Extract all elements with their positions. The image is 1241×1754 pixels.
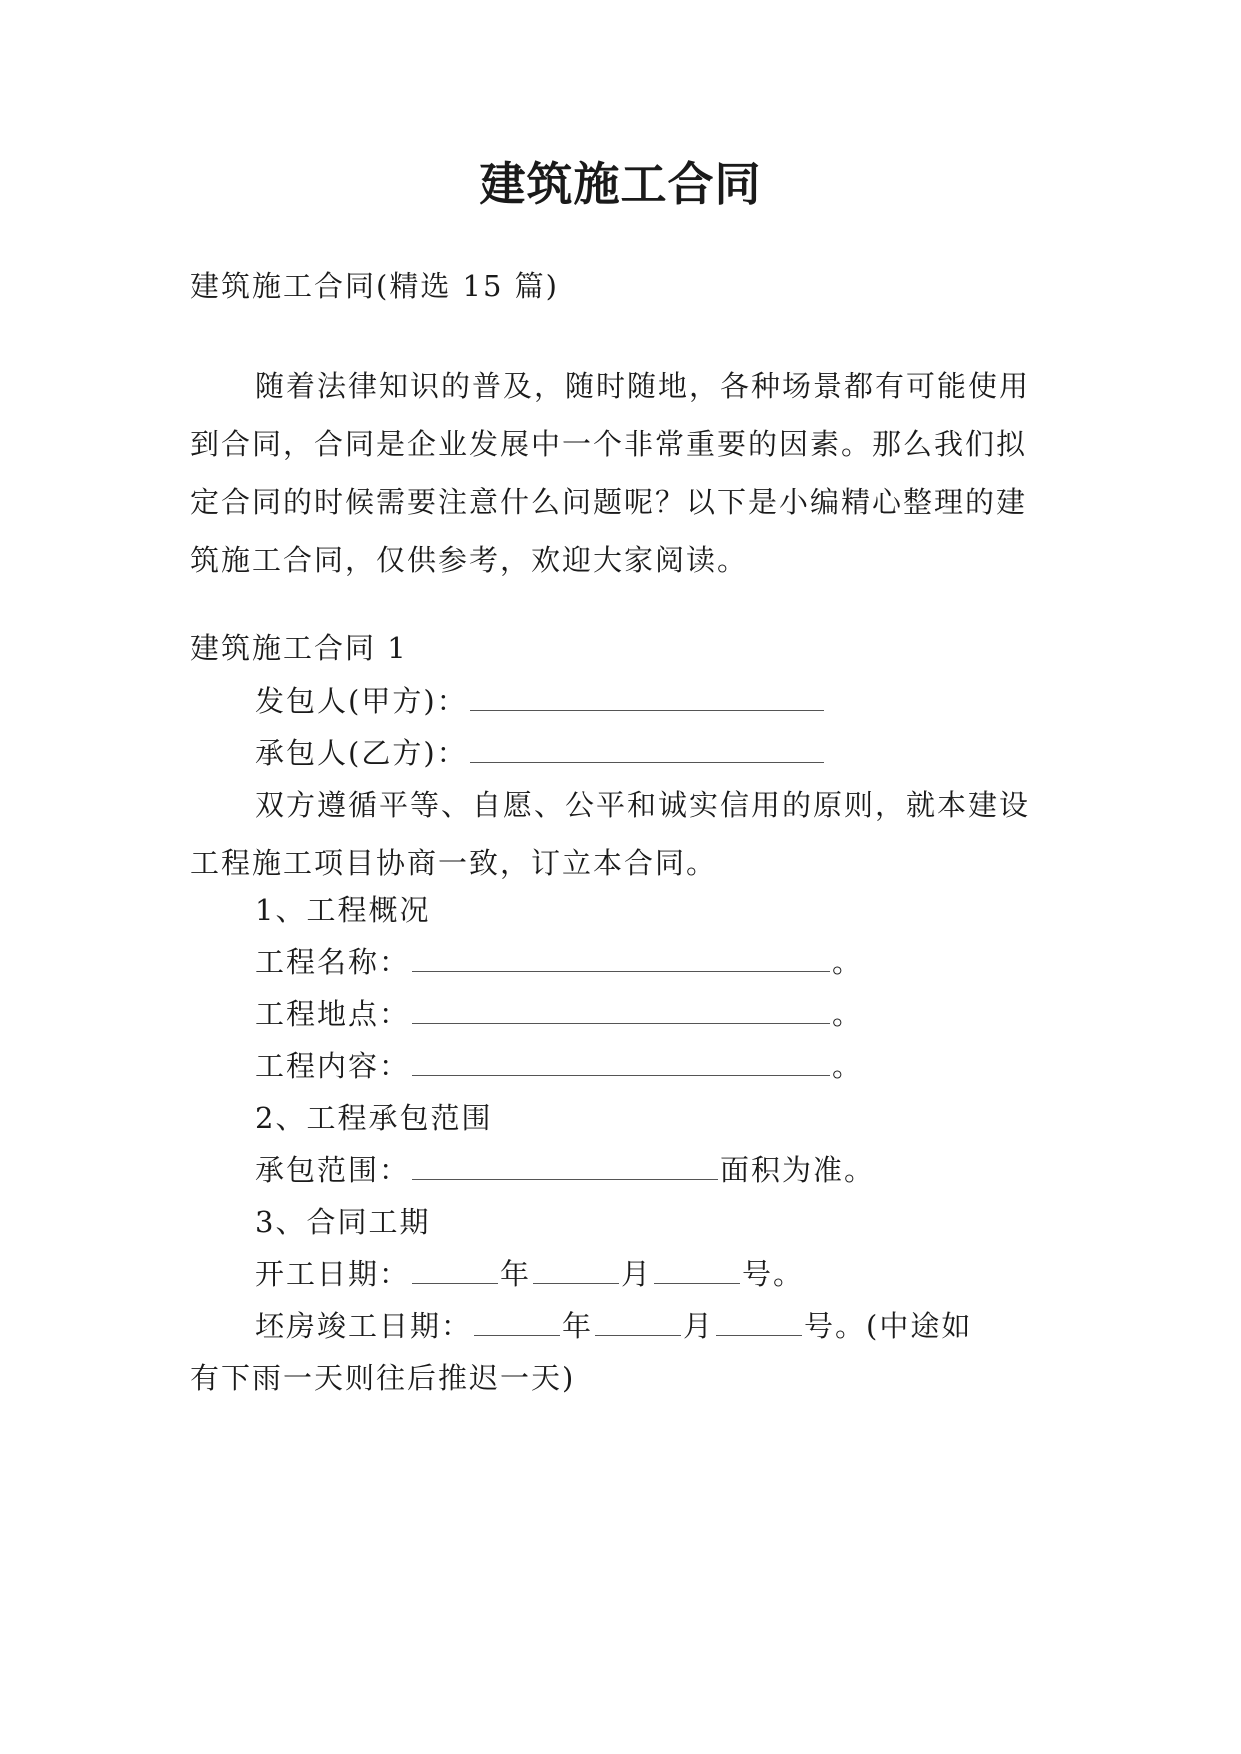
completion-label: 坯房竣工日期： (255, 1309, 473, 1343)
project-content-blank[interactable] (412, 1049, 830, 1076)
party-b-line (255, 733, 826, 773)
period-mark: 。 (832, 945, 864, 979)
item3-heading: 3、合同工期 (255, 1205, 431, 1239)
scope-blank[interactable] (412, 1153, 718, 1180)
year-label: 年 (562, 1309, 594, 1343)
period-mark: 。 (832, 997, 864, 1031)
start-date-label: 开工日期： (255, 1257, 411, 1291)
period-mark: 。 (832, 1049, 864, 1083)
party-b-blank[interactable] (470, 736, 824, 763)
completion-year-blank[interactable] (474, 1309, 560, 1336)
start-day-blank[interactable] (654, 1257, 740, 1284)
item1-heading: 1、工程概况 (255, 893, 431, 927)
project-name-line (255, 942, 863, 982)
project-location-label: 工程地点： (255, 997, 411, 1031)
project-content-line (255, 1046, 863, 1086)
month-label: 月 (621, 1257, 653, 1291)
start-date-line (255, 1254, 804, 1294)
scope-suffix: 面积为准。 (720, 1153, 876, 1187)
party-a-blank[interactable] (470, 684, 824, 711)
document-title: 建筑施工合同 (479, 157, 762, 211)
completion-day-blank[interactable] (716, 1309, 802, 1336)
project-name-blank[interactable] (412, 945, 830, 972)
project-location-blank[interactable] (412, 997, 830, 1024)
principle-paragraph: 双方遵循平等、自愿、公平和诚实信用的原则，就本建设工程施工项目协商一致，订立本合同。 (190, 788, 1031, 880)
scope-label: 承包范围： (255, 1153, 411, 1187)
party-a-label: 发包人(甲方)： (255, 684, 468, 718)
project-location-line (255, 994, 863, 1034)
completion-continuation: 有下雨一天则往后推迟一天) (190, 1361, 576, 1395)
year-label: 年 (500, 1257, 532, 1291)
start-year-blank[interactable] (412, 1257, 498, 1284)
intro-paragraph: 随着法律知识的普及，随时随地，各种场景都有可能使用到合同，合同是企业发展中一个非常重要的因素。那么我们拟定合同的时候需要注意什么问题呢？以下是小编精心整理的建筑施工合同，仅供参考，欢迎大家阅读。 (190, 369, 1031, 577)
project-content-label: 工程内容： (255, 1049, 411, 1083)
section-heading: 建筑施工合同 1 (190, 631, 408, 665)
completion-tail: 号。(中途如 (804, 1309, 973, 1343)
scope-line (255, 1150, 875, 1190)
document-subtitle: 建筑施工合同(精选 15 篇) (190, 269, 559, 303)
item2-heading: 2、工程承包范围 (255, 1101, 493, 1135)
completion-month-blank[interactable] (595, 1309, 681, 1336)
start-month-blank[interactable] (533, 1257, 619, 1284)
project-name-label: 工程名称： (255, 945, 411, 979)
day-end-label: 号。 (742, 1257, 805, 1291)
completion-date-line (255, 1306, 972, 1346)
party-b-label: 承包人(乙方)： (255, 736, 468, 770)
party-a-line (255, 681, 826, 721)
month-label: 月 (683, 1309, 715, 1343)
